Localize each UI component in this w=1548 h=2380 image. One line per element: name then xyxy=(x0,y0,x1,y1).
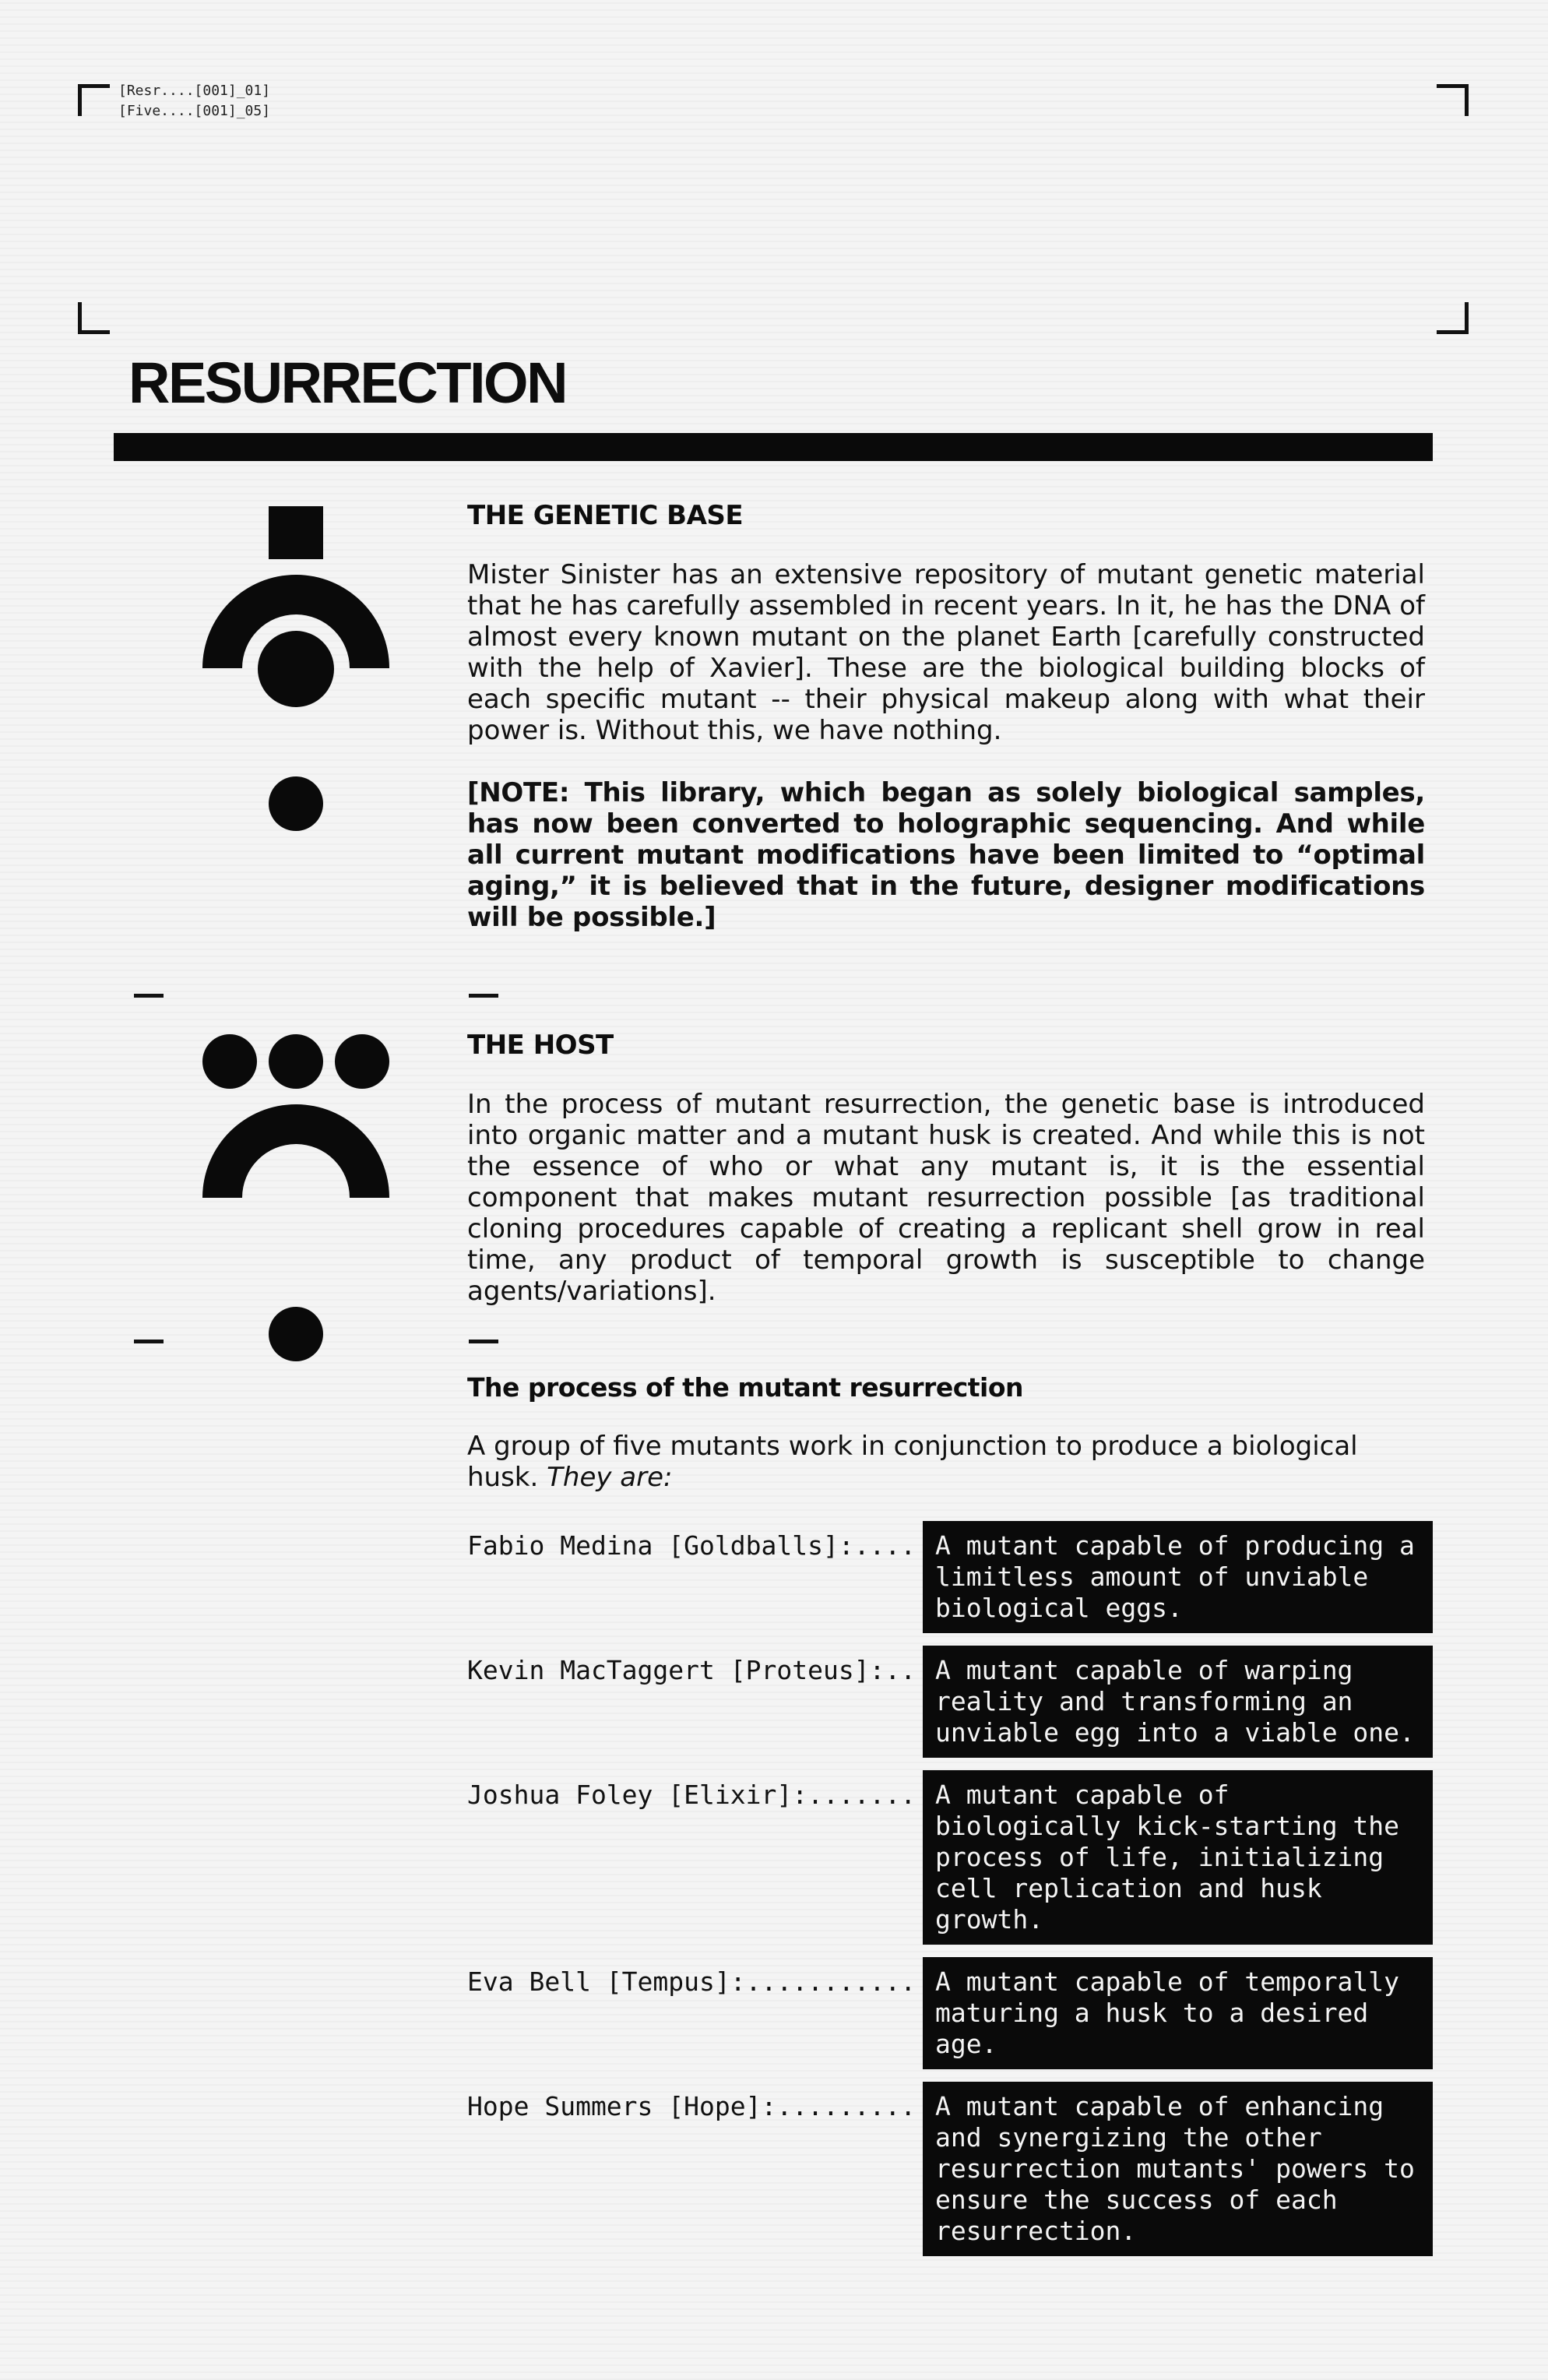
process-intro xyxy=(467,1431,1425,1493)
genetic-base-note: [NOTE: This library, which began as solely biological samples, has now been converted to holographic sequencing. And while all current mutant modifications have been limited to “optimal aging,” it is believed that in the future, designer modifications will be possible.] xyxy=(467,777,1425,933)
mutant-name: Eva Bell [Tempus]:........... xyxy=(467,1966,916,1997)
host-heading: THE HOST xyxy=(467,1030,614,1061)
mutant-name: Joshua Foley [Elixir]:....... xyxy=(467,1780,916,1810)
mutant-description: A mutant capable of biologically kick-starting the process of life, initializing cell replication and husk growth. xyxy=(923,1770,1433,1945)
glyph-small-dot xyxy=(269,776,323,831)
glyph-dot-1 xyxy=(202,1034,257,1089)
mutant-description: A mutant capable of producing a limitless amount of unviable biological eggs. xyxy=(923,1521,1433,1633)
mutant-description: A mutant capable of warping reality and transforming an unviable egg into a viable one. xyxy=(923,1646,1433,1758)
glyph-dot-3 xyxy=(335,1034,389,1089)
mutant-name: Hope Summers [Hope]:......... xyxy=(467,2091,916,2121)
genetic-base-body: Mister Sinister has an extensive repository of mutant genetic material that he has carefully assembled in recent years. In it, he has the DNA of almost every known mutant on the planet Earth [carefully constructed with the help of Xavier]. These are the biological building blocks of each specific mutant -- their physical makeup along with what their power is. Without this, we have nothing. xyxy=(467,559,1425,746)
section-divider-left-2 xyxy=(134,1340,164,1343)
page-title: RESURRECTION xyxy=(128,350,567,415)
ref-code-1: [Resr....[001]_01] xyxy=(118,83,271,99)
reference-codes xyxy=(118,81,270,121)
section-divider-right xyxy=(469,994,498,998)
frame-corner-top-right xyxy=(1437,84,1469,116)
title-rule xyxy=(114,433,1433,461)
ref-code-2: [Five....[001]_05] xyxy=(118,103,271,119)
process-section xyxy=(467,1372,1425,1493)
glyph-bottom-dot xyxy=(269,1307,323,1361)
frame-corner-bottom-left xyxy=(78,302,110,334)
frame-corner-bottom-right xyxy=(1437,302,1469,334)
section-divider-left xyxy=(134,994,164,998)
process-intro-text: A group of five mutants work in conjunction to produce a biological husk. xyxy=(467,1431,1358,1493)
mutant-name: Kevin MacTaggert [Proteus]:.. xyxy=(467,1655,916,1685)
genetic-base-glyph-icon xyxy=(199,498,393,833)
process-heading: The process of the mutant resurrection xyxy=(467,1372,1024,1403)
section-divider-right-2 xyxy=(469,1340,498,1343)
host-glyph-icon xyxy=(199,1028,393,1363)
frame-corner-top-left xyxy=(78,84,110,116)
glyph-large-dot xyxy=(258,631,334,707)
glyph-arc xyxy=(202,1104,389,1198)
mutant-name: Fabio Medina [Goldballs]:.... xyxy=(467,1530,916,1561)
genetic-base-section xyxy=(467,500,1425,933)
glyph-square xyxy=(269,506,323,559)
mutant-description: A mutant capable of temporally maturing a husk to a desired age. xyxy=(923,1957,1433,2069)
process-intro-emphasis: They are: xyxy=(547,1462,673,1493)
glyph-dot-2 xyxy=(269,1034,323,1089)
host-section xyxy=(467,1030,1425,1307)
genetic-base-heading: THE GENETIC BASE xyxy=(467,500,744,531)
host-body: In the process of mutant resurrection, the genetic base is introduced into organic matter and a mutant husk is created. And while this is not the essence of who or what any mutant is, it is the essential component that makes mutant resurrection possible [as traditional cloning procedures capable of creating a replicant shell grow in real time, any product of temporal growth is susceptible to change agents/variations]. xyxy=(467,1089,1425,1307)
mutant-description: A mutant capable of enhancing and synergizing the other resurrection mutants' powers to ensure the success of each resurrection. xyxy=(923,2082,1433,2256)
